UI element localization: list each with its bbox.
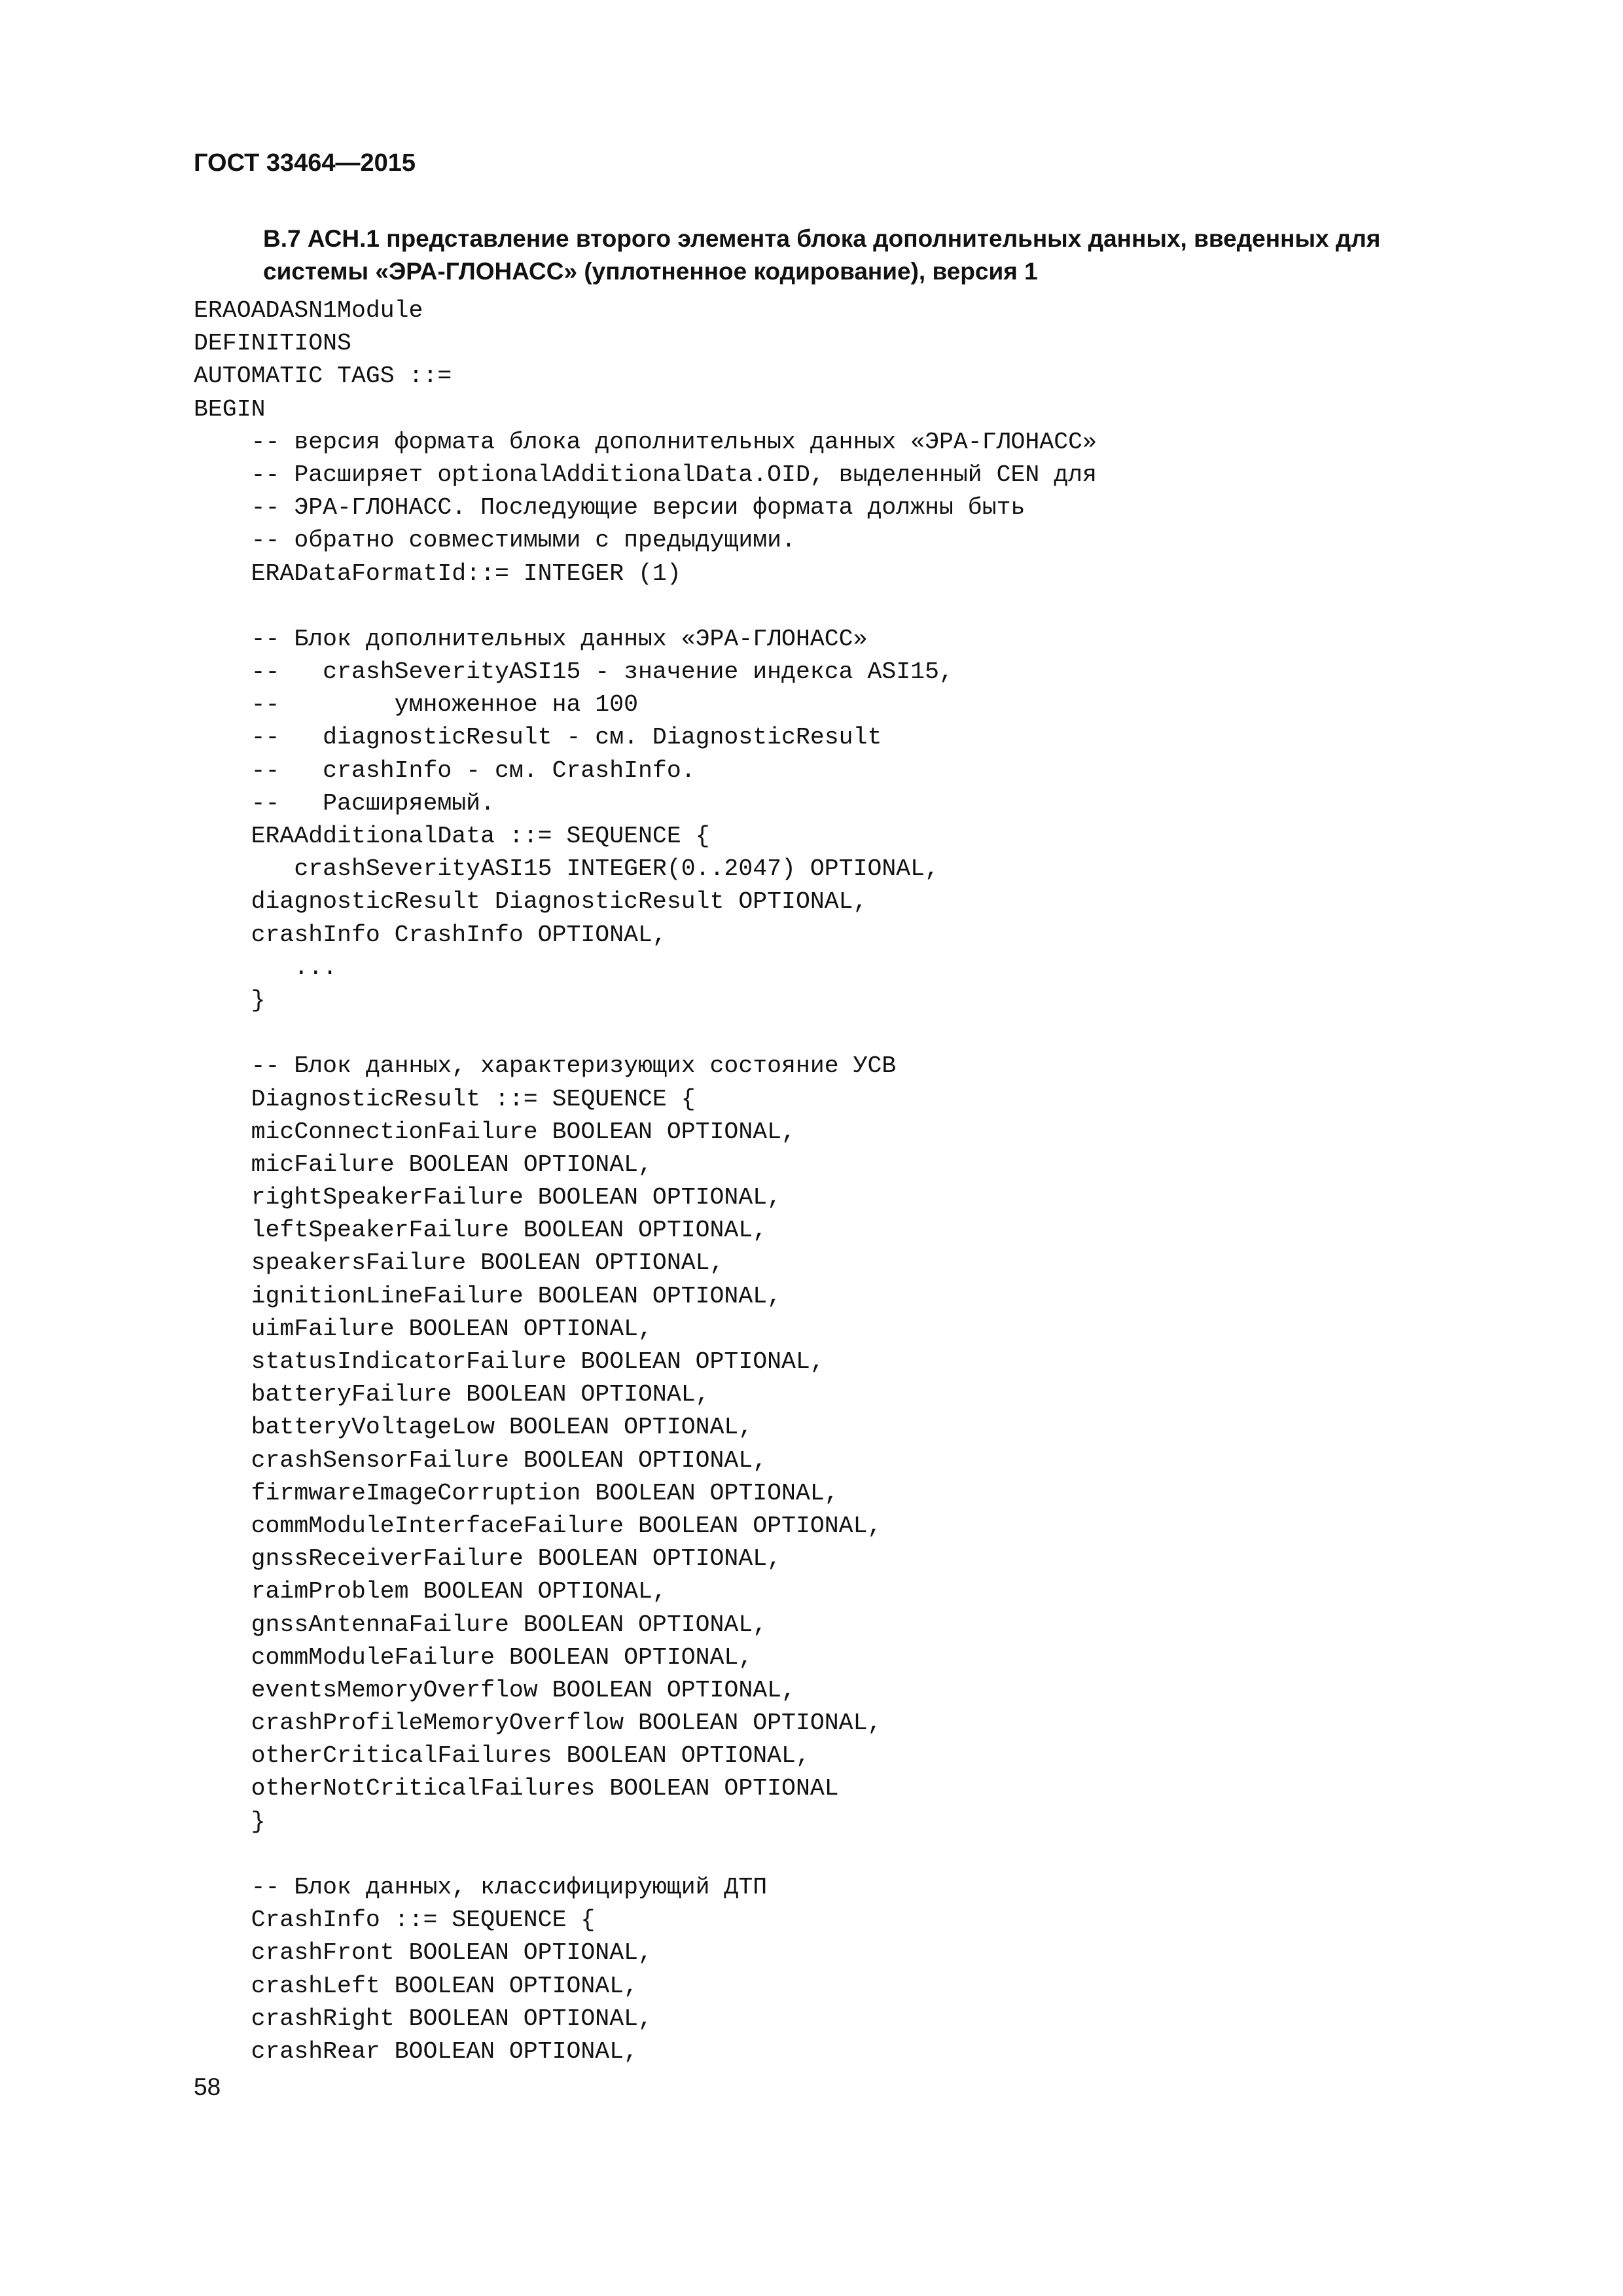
asn1-code-listing (194, 295, 1097, 2068)
code-line: gnssAntennaFailure BOOLEAN OPTIONAL, (194, 1611, 768, 1638)
code-line: -- Расширяемый. (194, 789, 495, 817)
code-line: } (194, 986, 266, 1014)
code-line: statusIndicatorFailure BOOLEAN OPTIONAL, (194, 1348, 825, 1375)
code-line: commModuleFailure BOOLEAN OPTIONAL, (194, 1643, 753, 1671)
code-line: -- crashInfo - см. CrashInfo. (194, 757, 696, 784)
code-line: crashLeft BOOLEAN OPTIONAL, (194, 1972, 639, 2000)
code-line: crashRear BOOLEAN OPTIONAL, (194, 2037, 639, 2065)
section-title-line: В.7 АСН.1 представление второго элемента блока дополнительных данных, введенных для (263, 225, 1381, 252)
code-line (194, 590, 1097, 623)
code-line: ERADataFormatId::= INTEGER (1) (194, 560, 681, 587)
code-line: otherNotCriticalFailures BOOLEAN OPTIONAL (194, 1775, 839, 1803)
code-line: -- Расширяет optionalAdditionalData.OID, выделенный CEN для (194, 461, 1097, 488)
code-line: speakersFailure BOOLEAN OPTIONAL, (194, 1249, 724, 1277)
code-line: diagnosticResult DiagnosticResult OPTIONAL, (194, 888, 868, 916)
code-line: crashSeverityASI15 INTEGER(0..2047) OPTIONAL, (194, 855, 939, 883)
code-line: micConnectionFailure BOOLEAN OPTIONAL, (194, 1118, 796, 1145)
code-line: crashSensorFailure BOOLEAN OPTIONAL, (194, 1446, 768, 1474)
code-line (194, 1017, 1097, 1050)
code-line: raimProblem BOOLEAN OPTIONAL, (194, 1578, 667, 1605)
code-line: -- Блок данных, характеризующих состояние УСВ (194, 1052, 897, 1080)
page-number: 58 (194, 2073, 221, 2100)
code-line: crashRight BOOLEAN OPTIONAL, (194, 2005, 652, 2032)
code-line: leftSpeakerFailure BOOLEAN OPTIONAL, (194, 1217, 768, 1244)
code-line: eventsMemoryOverflow BOOLEAN OPTIONAL, (194, 1676, 796, 1704)
code-line: -- версия формата блока дополнительных данных «ЭРА-ГЛОНАСС» (194, 428, 1097, 456)
code-line: DEFINITIONS (194, 330, 351, 357)
code-line: batteryVoltageLow BOOLEAN OPTIONAL, (194, 1414, 753, 1441)
code-line: AUTOMATIC TAGS ::= (194, 363, 452, 390)
code-line: -- ЭРА-ГЛОНАСС. Последующие версии формата должны быть (194, 494, 1026, 522)
code-line: firmwareImageCorruption BOOLEAN OPTIONAL, (194, 1479, 839, 1507)
section-title (263, 223, 1454, 288)
code-line: crashFront BOOLEAN OPTIONAL, (194, 1939, 652, 1967)
code-line: rightSpeakerFailure BOOLEAN OPTIONAL, (194, 1184, 782, 1211)
code-line: -- обратно совместимыми с предыдущими. (194, 527, 796, 554)
code-line: micFailure BOOLEAN OPTIONAL, (194, 1151, 652, 1178)
code-line: ... (194, 954, 338, 981)
code-line: crashProfileMemoryOverflow BOOLEAN OPTIONAL, (194, 1710, 882, 1737)
code-line: uimFailure BOOLEAN OPTIONAL, (194, 1315, 652, 1342)
code-line: -- Блок данных, классифицирующий ДТП (194, 1874, 768, 1901)
code-line: otherCriticalFailures BOOLEAN OPTIONAL, (194, 1742, 810, 1770)
section-title-line: системы «ЭРА-ГЛОНАСС» (уплотненное кодирование), версия 1 (263, 258, 1038, 285)
code-line: } (194, 1808, 266, 1835)
code-line: ignitionLineFailure BOOLEAN OPTIONAL, (194, 1282, 782, 1310)
code-line (194, 1839, 1097, 1871)
code-line: crashInfo CrashInfo OPTIONAL, (194, 921, 667, 948)
code-line: ERAAdditionalData ::= SEQUENCE { (194, 823, 710, 850)
code-line: -- diagnosticResult - см. DiagnosticResult (194, 724, 882, 751)
code-line: batteryFailure BOOLEAN OPTIONAL, (194, 1381, 710, 1408)
document-header: ГОСТ 33464—2015 (194, 149, 416, 177)
code-line: commModuleInterfaceFailure BOOLEAN OPTIONAL, (194, 1512, 882, 1539)
code-line: BEGIN (194, 395, 266, 423)
code-line: CrashInfo ::= SEQUENCE { (194, 1907, 596, 1934)
code-line: ERAOADASN1Module (194, 297, 423, 324)
code-line: -- умноженное на 100 (194, 691, 639, 719)
code-line: -- Блок дополнительных данных «ЭРА-ГЛОНАСС» (194, 625, 868, 653)
code-line: -- crashSeverityASI15 - значение индекса ASI15, (194, 658, 954, 686)
code-line: gnssReceiverFailure BOOLEAN OPTIONAL, (194, 1545, 782, 1573)
code-line: DiagnosticResult ::= SEQUENCE { (194, 1085, 696, 1113)
